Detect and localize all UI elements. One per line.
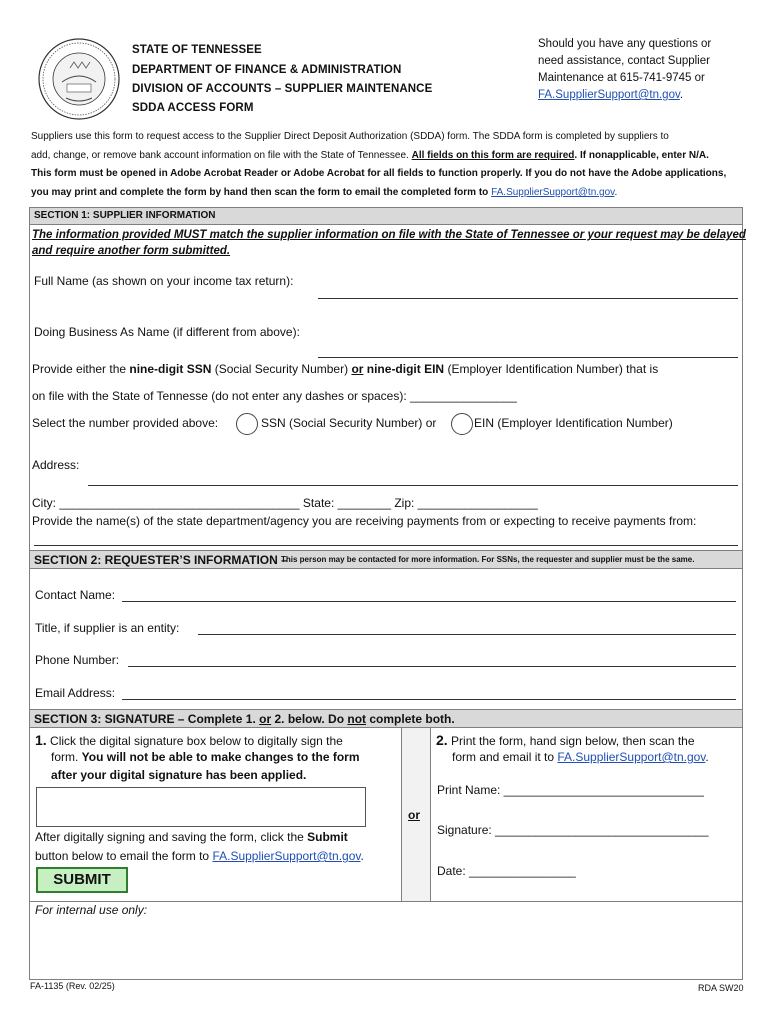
header-department: DEPARTMENT OF FINANCE & ADMINISTRATION — [132, 64, 402, 76]
contact-name-label: Contact Name: — [35, 588, 116, 602]
header-form-title: SDDA ACCESS FORM — [132, 102, 254, 114]
intro-line-2: add, change, or remove bank account information on file with the State of Tennessee. All fields on this form are required. If nonapplicable, enter N/A. — [31, 150, 709, 161]
section-2-header: SECTION 2: REQUESTER’S INFORMATION – This person may be contacted for more information. For SSNs, the requester and supplier must be the same. — [29, 550, 743, 569]
print-name-field[interactable]: Print Name: ______________________________ — [437, 783, 704, 797]
header-division: DIVISION OF ACCOUNTS – SUPPLIER MAINTENANCE — [132, 83, 433, 95]
full-name-label: Full Name (as shown on your income tax return): — [34, 274, 294, 288]
signature-field[interactable]: Signature: ________________________________ — [437, 823, 709, 837]
section-1-header: SECTION 1: SUPPLIER INFORMATION — [29, 207, 743, 225]
or-divider-label: or — [408, 808, 420, 822]
after-signing-line-2: button below to email the form to FA.SupplierSupport@tn.gov. — [35, 849, 364, 863]
contact-line-3: Maintenance at 615-741-9745 or — [538, 72, 705, 84]
contact-line-2: need assistance, contact Supplier — [538, 55, 710, 67]
full-name-field[interactable] — [318, 298, 738, 299]
title-field[interactable] — [198, 634, 736, 635]
contact-email-link[interactable]: FA.SupplierSupport@tn.gov — [538, 89, 680, 101]
option-2-line-2: form and email it to FA.SupplierSupport@tn.gov. — [452, 750, 709, 764]
submit-button[interactable]: SUBMIT — [36, 867, 128, 893]
email-label: Email Address: — [35, 686, 116, 700]
dba-name-label: Doing Business As Name (if different from above): — [34, 325, 300, 339]
date-field[interactable]: Date: ________________ — [437, 864, 576, 878]
option-1-line-2: form. You will not be able to make changes to the form — [51, 750, 360, 764]
tax-id-field-label: on file with the State of Tennesse (do not enter any dashes or spaces): ________________ — [32, 389, 517, 403]
contact-name-field[interactable] — [122, 601, 736, 602]
contact-line-1: Should you have any questions or — [538, 38, 712, 50]
internal-use-label: For internal use only: — [35, 903, 148, 917]
ein-radio[interactable] — [451, 413, 473, 435]
option-2-email-link[interactable]: FA.SupplierSupport@tn.gov — [557, 750, 706, 764]
header-state: STATE OF TENNESSEE — [132, 44, 262, 56]
option-1-line-1: 1. Click the digital signature box below to digitally sign the — [35, 732, 343, 748]
agency-label: Provide the name(s) of the state department/agency you are receiving payments from or expecting to receive payments from: — [32, 514, 697, 528]
agency-field[interactable] — [34, 545, 738, 546]
ein-radio-label: EIN (Employer Identification Number) — [474, 416, 673, 430]
intro-email-link[interactable]: FA.SupplierSupport@tn.gov — [491, 187, 615, 198]
address-field[interactable] — [88, 485, 738, 486]
ssn-radio[interactable] — [236, 413, 258, 435]
option-2-line-1: 2. Print the form, hand sign below, then scan the — [436, 732, 695, 748]
intro-line-1: Suppliers use this form to request access to the Supplier Direct Deposit Authorization (SDDA) form. The SDDA form is completed by suppliers to — [31, 131, 669, 142]
contact-email-line: FA.SupplierSupport@tn.gov. — [538, 89, 684, 101]
phone-field[interactable] — [128, 666, 736, 667]
digital-signature-box[interactable] — [36, 787, 366, 827]
after-signing-line-1: After digitally signing and saving the form, click the Submit — [35, 830, 348, 844]
phone-label: Phone Number: — [35, 653, 120, 667]
ssn-ein-instruction: Provide either the nine-digit SSN (Social Security Number) or nine-digit EIN (Employer Identification Number) that is — [32, 362, 659, 376]
city-state-zip-fields[interactable]: City: ____________________________________ State: ________ Zip: __________________ — [32, 496, 538, 510]
option-1-line-3: after your digital signature has been applied. — [51, 768, 307, 782]
dba-name-field[interactable] — [318, 357, 738, 358]
address-label: Address: — [32, 458, 80, 472]
section-3-header: SECTION 3: SIGNATURE – Complete 1. or 2. below. Do not complete both. — [29, 709, 743, 728]
section-1-notice-line-2: and require another form submitted. — [32, 245, 231, 257]
form-code: RDA SW20 — [698, 983, 744, 993]
after-signing-email-link[interactable]: FA.SupplierSupport@tn.gov — [212, 849, 361, 863]
form-id: FA-1135 (Rev. 02/25) — [30, 981, 115, 991]
intro-line-4: you may print and complete the form by hand then scan the form to email the completed form to FA.SupplierSupport@tn.gov. — [31, 187, 618, 198]
title-label: Title, if supplier is an entity: — [35, 621, 180, 635]
select-number-label: Select the number provided above: — [32, 416, 219, 430]
tennessee-seal-logo — [38, 38, 120, 120]
ssn-radio-label: SSN (Social Security Number) or — [261, 416, 437, 430]
section-1-notice-line-1: The information provided MUST match the supplier information on file with the State of Tennessee or your request may be delayed — [32, 229, 746, 241]
email-field[interactable] — [122, 699, 736, 700]
intro-line-3: This form must be opened in Adobe Acrobat Reader or Adobe Acrobat for all fields to function properly. If you do not have the Adobe applications, — [31, 168, 727, 179]
